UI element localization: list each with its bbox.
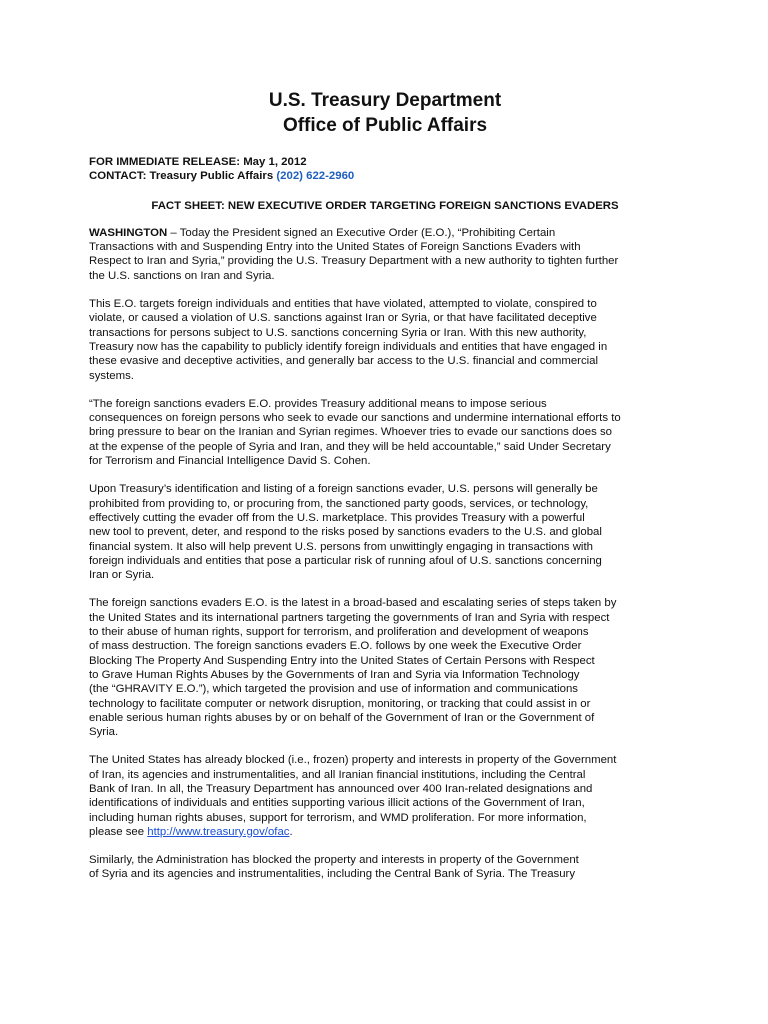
paragraph <box>89 397 681 468</box>
text-line: (the “GHRAVITY E.O.”), which targeted the provision and use of information and communications <box>89 683 578 696</box>
text-line: prohibited from providing to, or procuring from, the sanctioned party goods, services, or technology, <box>89 497 589 510</box>
text-line: foreign individuals and entities that pose a particular risk of running afoul of U.S. sanctions concerning <box>89 554 602 567</box>
contact-phone[interactable]: (202) 622-2960 <box>276 170 355 183</box>
page-title <box>89 88 681 138</box>
contact-line <box>89 169 681 183</box>
text-line: This E.O. targets foreign individuals and entities that have violated, attempted to violate, conspired to <box>89 298 597 311</box>
text-line: The foreign sanctions evaders E.O. is the latest in a broad-based and escalating series of steps taken by <box>89 597 617 610</box>
text-line: The United States has already blocked (i.e., frozen) property and interests in property of the Government <box>89 754 617 767</box>
paragraph <box>89 596 681 739</box>
text-line: of Iran, its agencies and instrumentalities, and all Iranian financial institutions, including the Central <box>89 768 586 781</box>
text-line: of Syria and its agencies and instrumentalities, including the Central Bank of Syria. The Treasury <box>89 868 576 881</box>
paragraph <box>89 297 681 383</box>
release-meta <box>89 155 681 184</box>
document-page <box>89 88 681 882</box>
text-line: WASHINGTON – Today the President signed an Executive Order (E.O.), “Prohibiting Certain <box>89 226 556 239</box>
text-line: financial system. It also will help prevent U.S. persons from unwittingly engaging in transactions with <box>89 540 593 553</box>
text-line: new tool to prevent, deter, and respond to the risks posed by sanctions evaders to the U.S. and global <box>89 526 602 539</box>
release-date: FOR IMMEDIATE RELEASE: May 1, 2012 <box>89 156 307 168</box>
text-line: Transactions with and Suspending Entry into the United States of Foreign Sanctions Evaders with <box>89 241 581 254</box>
title-line-1: U.S. Treasury Department <box>268 90 502 111</box>
text-line: for Terrorism and Financial Intelligence David S. Cohen. <box>89 455 371 468</box>
text-line: effectively cutting the evader off from the U.S. marketplace. This provides Treasury with a powerful <box>89 511 585 524</box>
paragraph <box>89 853 681 882</box>
text-line: Syria. <box>89 726 119 739</box>
text-line: transactions for persons subject to U.S. sanctions concerning Syria or Iran. With this new authority, <box>89 326 587 339</box>
paragraph <box>89 226 681 283</box>
text-line: Treasury now has the capability to publicly identify foreign individuals and entities that have engaged in <box>89 340 608 353</box>
text-line: these evasive and deceptive activities, and generally bar access to the U.S. financial and commercial <box>89 355 599 368</box>
text-line: Iran or Syria. <box>89 569 155 582</box>
text-line: the U.S. sanctions on Iran and Syria. <box>89 269 275 282</box>
text-line: enable serious human rights abuses by or on behalf of the Government of Iran or the Government of <box>89 711 595 724</box>
text-line: violate, or caused a violation of U.S. sanctions against Iran or Syria, or that have facilitated deceptive <box>89 312 597 325</box>
paragraph <box>89 482 681 582</box>
text-line: to Grave Human Rights Abuses by the Governments of Iran and Syria via Information Technology <box>89 668 580 681</box>
text-line: of mass destruction. The foreign sanctions evaders E.O. follows by one week the Executive Order <box>89 640 582 653</box>
text-line: including human rights abuses, support for terrorism, and WMD proliferation. For more information, <box>89 811 587 824</box>
text-line: Similarly, the Administration has blocked the property and interests in property of the Government <box>89 854 579 867</box>
title-line-2: Office of Public Affairs <box>282 115 488 136</box>
text-line: bring pressure to bear on the Iranian and Syrian regimes. Whoever tries to evade our sanctions does so <box>89 426 612 439</box>
text-line: Respect to Iran and Syria,” providing the U.S. Treasury Department with a new authority to tighten further <box>89 255 619 268</box>
fact-sheet-headline: FACT SHEET: NEW EXECUTIVE ORDER TARGETING FOREIGN SANCTIONS EVADERS <box>151 199 619 212</box>
text-line: consequences on foreign persons who seek to evade our sanctions and undermine international efforts to <box>89 412 621 425</box>
text-line: Bank of Iran. In all, the Treasury Department has announced over 400 Iran-related designations and <box>89 782 593 795</box>
ofac-link[interactable]: http://www.treasury.gov/ofac <box>147 825 290 838</box>
text-line: Blocking The Property And Suspending Entry into the United States of Certain Persons with Respect <box>89 654 595 667</box>
text-line: Upon Treasury’s identification and listing of a foreign sanctions evader, U.S. persons will generally be <box>89 483 598 496</box>
dateline: WASHINGTON <box>89 226 168 239</box>
paragraph <box>89 753 681 839</box>
text-line: to their abuse of human rights, support for terrorism, and proliferation and development of weapons <box>89 626 589 639</box>
article-body <box>89 226 681 882</box>
contact-label: CONTACT: Treasury Public Affairs <box>89 170 277 183</box>
text-line: identifications of individuals and entities supporting various illicit actions of the Government of Iran, <box>89 797 585 810</box>
text-line: the United States and its international partners targeting the governments of Iran and Syria with respect <box>89 611 610 624</box>
text-line: at the expense of the people of Syria and Iran, and they will be held accountable,” said Under Secretary <box>89 440 611 453</box>
text-line: technology to facilitate computer or network disruption, monitoring, or tracking that could assist in or <box>89 697 591 710</box>
text-line: “The foreign sanctions evaders E.O. provides Treasury additional means to impose serious <box>89 397 547 410</box>
text-line: systems. <box>89 369 134 382</box>
text-line: please see http://www.treasury.gov/ofac. <box>89 825 293 838</box>
